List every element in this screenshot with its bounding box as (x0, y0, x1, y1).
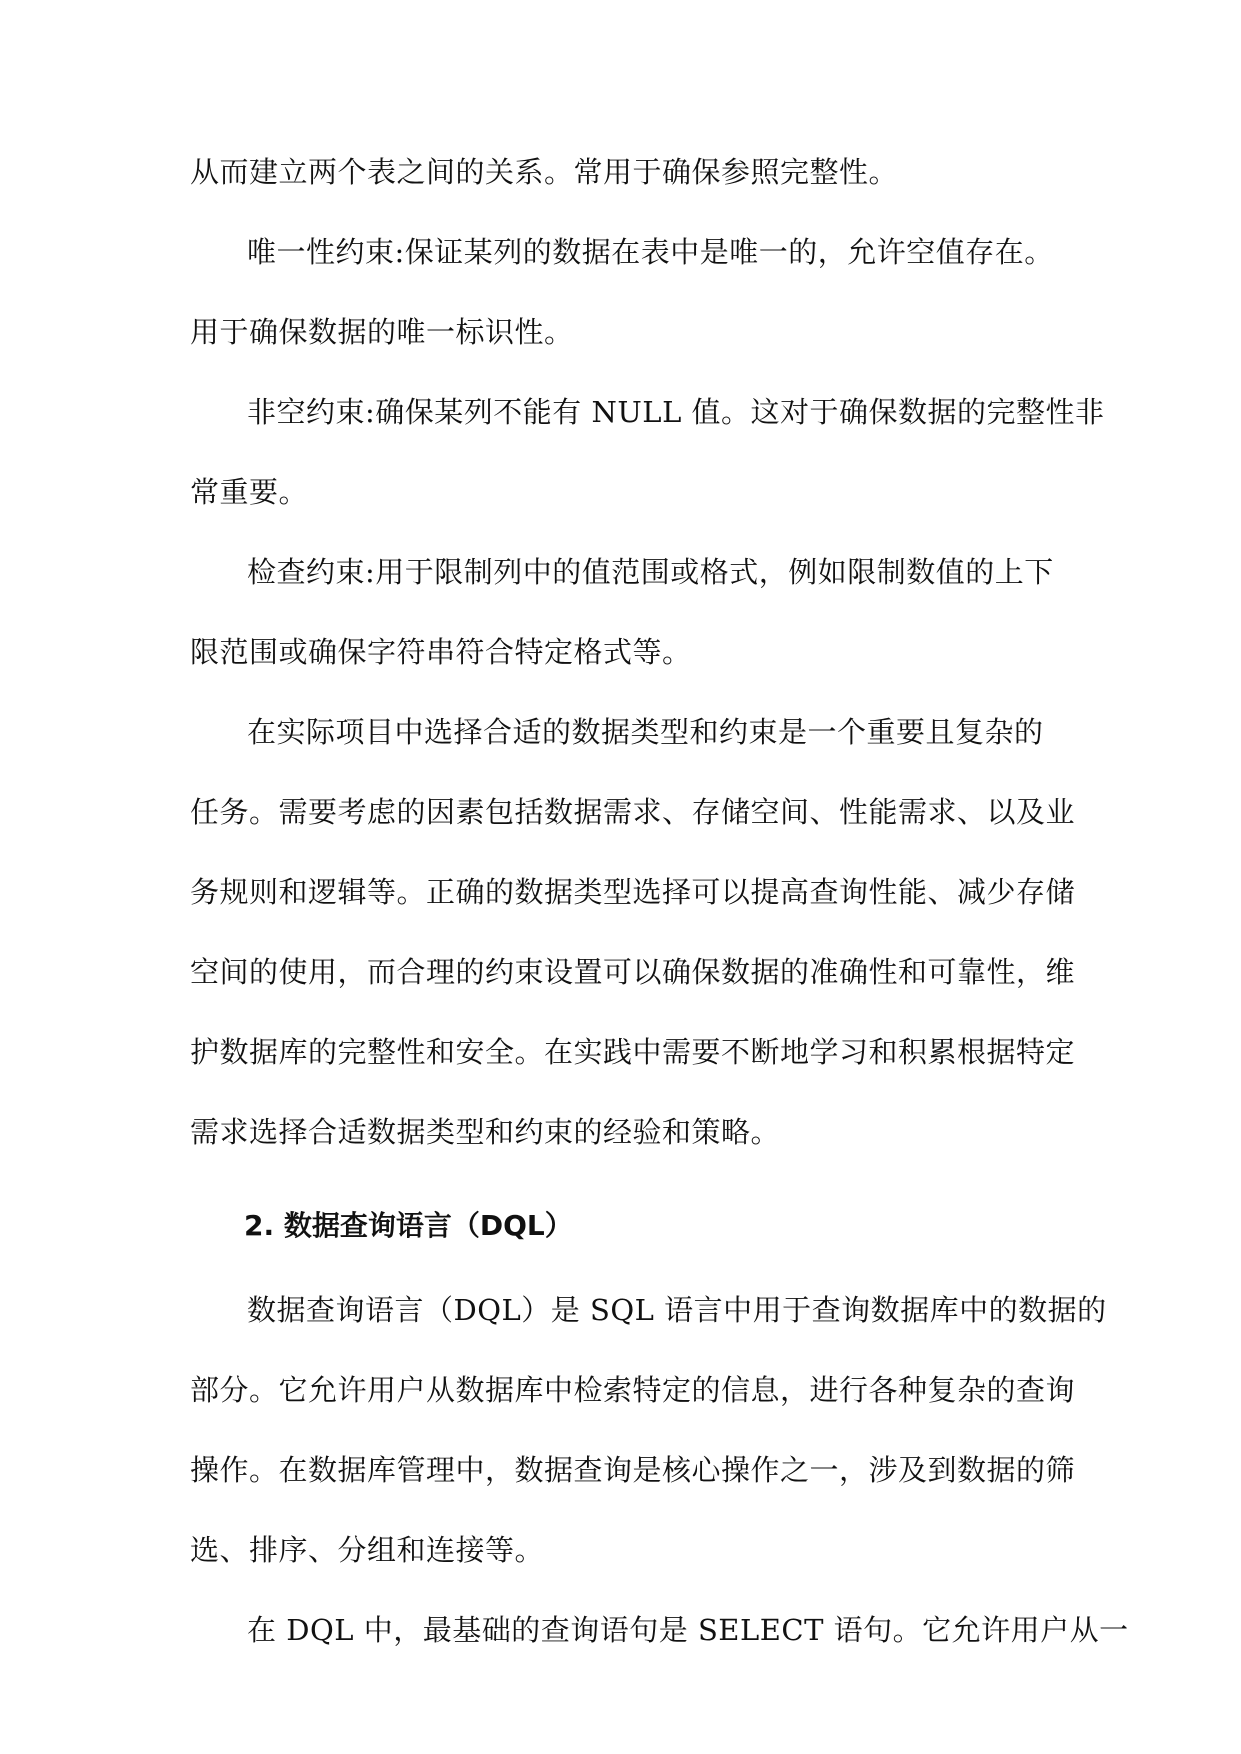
paragraph-line: 数据查询语言（DQL）是 SQL 语言中用于查询数据库中的数据的 (247, 1293, 1107, 1327)
paragraph-line: 护数据库的完整性和安全。在实践中需要不断地学习和积累根据特定 (190, 1035, 1076, 1069)
paragraph-line: 用于确保数据的唯一标识性。 (190, 315, 574, 349)
paragraph-line: 常重要。 (190, 475, 309, 509)
paragraph-line: 选、排序、分组和连接等。 (190, 1533, 545, 1567)
paragraph-line: 唯一性约束:保证某列的数据在表中是唯一的，允许空值存在。 (247, 235, 1054, 269)
section-heading: 2. 数据查询语言（DQL） (244, 1209, 573, 1242)
paragraph-line: 操作。在数据库管理中，数据查询是核心操作之一，涉及到数据的筛 (190, 1453, 1076, 1487)
paragraph-line: 非空约束:确保某列不能有 NULL 值。这对于确保数据的完整性非 (247, 395, 1105, 429)
paragraph-line: 限范围或确保字符串符合特定格式等。 (190, 635, 692, 669)
paragraph-line: 在 DQL 中，最基础的查询语句是 SELECT 语句。它允许用户从一 (247, 1613, 1129, 1647)
paragraph-line: 检查约束:用于限制列中的值范围或格式，例如限制数值的上下 (247, 555, 1054, 589)
paragraph-line: 部分。它允许用户从数据库中检索特定的信息，进行各种复杂的查询 (190, 1373, 1076, 1407)
paragraph-line: 需求选择合适数据类型和约束的经验和策略。 (190, 1115, 781, 1149)
paragraph-line: 空间的使用，而合理的约束设置可以确保数据的准确性和可靠性，维 (190, 955, 1076, 989)
paragraph-line: 任务。需要考虑的因素包括数据需求、存储空间、性能需求、以及业 (190, 795, 1076, 829)
paragraph-line: 从而建立两个表之间的关系。常用于确保参照完整性。 (190, 155, 899, 189)
paragraph-line: 务规则和逻辑等。正确的数据类型选择可以提高查询性能、减少存储 (190, 875, 1076, 909)
paragraph-line: 在实际项目中选择合适的数据类型和约束是一个重要且复杂的 (247, 715, 1044, 749)
